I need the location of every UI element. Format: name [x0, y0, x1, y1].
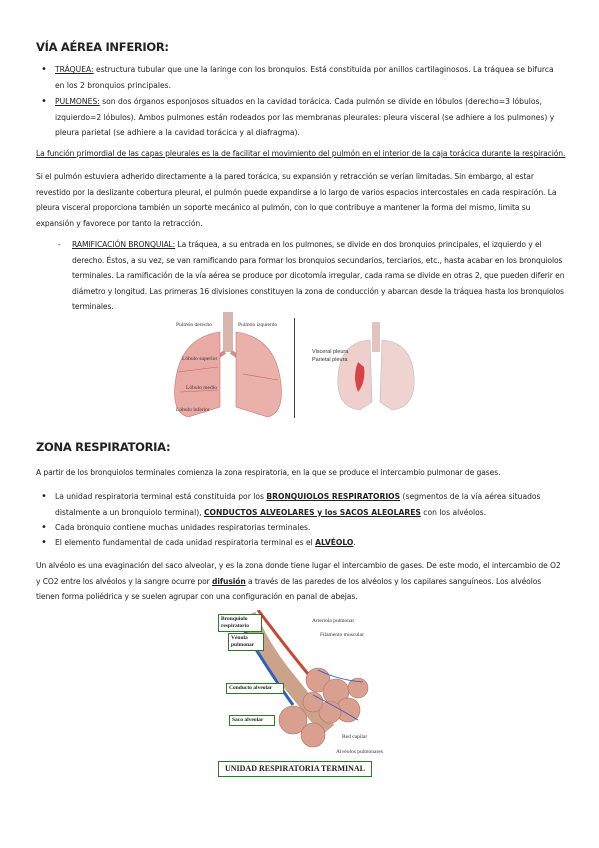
label-saco-alveolar: Saco alveolar	[229, 715, 275, 726]
label-filamento: Filamento muscular	[320, 632, 364, 638]
label-lobe-superior: Lóbulo superior	[182, 356, 218, 362]
unidad-text-c: con los alvéolos.	[420, 507, 487, 517]
label-red-capilar: Red capilar	[342, 734, 368, 740]
alveolo-para-b: a través de las paredes de los alvéolos y los capilares sanguíneos. Los alvéolos tienen forma poliédrica y se suelen agrupar con una configuración en panal de abejas.	[36, 576, 542, 601]
left-lung-shape	[236, 332, 282, 417]
alveolo-para-a: Un alvéolo es una evaginación del saco alveolar, y es la zona donde tiene lugar el intercambio de gases. De este modo, el intercambio de O2 y CO2 entre los alvéolos y la sangre ocurre por	[36, 561, 561, 586]
lungs-illustration	[168, 312, 288, 422]
term-ramificacion: RAMIFICACIÓN BRONQUIAL:	[72, 240, 176, 249]
figure-divider	[294, 318, 295, 418]
term-conductos: CONDUCTOS ALVEOLARES y los SACOS ALEOLARES	[203, 507, 421, 517]
list-item-bronquio	[55, 520, 565, 536]
list-item-pulmones	[55, 94, 565, 141]
term-alveolo: ALVÉOLO	[315, 538, 354, 547]
label-alveolos: Alvéolos pulmonares	[336, 749, 383, 755]
term-bronquiolos: BRONQUIOLOS RESPIRATORIOS	[266, 492, 401, 501]
term-traquea: TRÁQUEA:	[55, 65, 94, 74]
text-ramificacion: La tráquea, a su entrada en los pulmones, se divide en dos bronquios principales, el izquierdo y el derecho. Éstos, a su vez, se van ramificando para formar los bronquios secundarios, terciarios, etc., hasta acabar en los bronquiolos terminales. La ramificación de la vía aérea se produce por dicotomía irregular, cada rama se divide en otras 2, que pueden diferir en diámetro y longitud. Las primeras 16 divisiones constituyen la zona de conducción y abarcan desde la tráquea hasta los bronquiolos terminales.	[72, 240, 565, 311]
trachea-shape	[223, 312, 233, 352]
text-pulmones: son dos órganos esponjosos situados en la cavidad torácica. Cada pulmón se divide en lóbulos (derecho=3 lóbulos, izquierdo=2 lóbulos). Ambos pulmones están rodeados por las membranas pleurales: pleura visceral (se adhiere a los pulmones) y pleura parietal (se adhiere a la cavidad torácica y al diafragma).	[55, 97, 555, 137]
unidad-text-b: (segmentos de la vía aérea situados distalmente a un bronquiolo terminal),	[55, 492, 541, 517]
list-item-unidad	[55, 489, 565, 520]
pleura-paragraph: Si el pulmón estuviera adherido directamente a la pared torácica, su expansión y retracción se verían limitadas. Sin embargo, al estar revestido por la deslizante cobertura pleural, el pulmón puede expandirse a lo largo de varios espacios intercostales en cada respiración. La pleura visceral proporciona también un soporte mecánico al pulmón, con lo que contribuye a mantener la forma del mismo, limita su expansión y favorece por tanto la retracción.	[36, 172, 557, 228]
section-title-via-aerea: VÍA AÉREA INFERIOR:	[36, 40, 169, 54]
list-item-traquea	[55, 62, 565, 93]
label-arteriola: Arteriola pulmonar	[312, 618, 355, 624]
label-lobe-medio: Lóbulo medio	[186, 385, 218, 391]
alveolo-text-a: El elemento fundamental de cada unidad respiratoria terminal es el	[55, 538, 316, 547]
dash-marker: -	[58, 240, 61, 249]
right-lung-shape	[175, 332, 221, 417]
alveolo-paragraph	[36, 558, 566, 605]
unidad-text-a: La unidad respiratoria terminal está constituida por los	[55, 492, 267, 501]
term-pulmones: PULMONES:	[55, 97, 100, 106]
label-lobe-inferior: Lóbulo inferior	[176, 407, 210, 413]
label-parietal-pleura: Parietal pleura	[312, 357, 348, 363]
bronquio-text: Cada bronquio contiene muchas unidades respiratorias terminales.	[55, 523, 311, 532]
text-traquea: estructura tubular que une la laringe con los bronquios. Está constituida por anillos cartilaginosos. La tráquea se bifurca en los 2 bronquios principales.	[55, 65, 554, 90]
pleura-note: La función primordial de las capas pleurales es la de facilitar el movimiento del pulmón en el interior de la caja torácica durante la respiración.	[36, 149, 566, 158]
label-left-lung: Pulmón izquierdo	[238, 322, 278, 328]
alveolo-text-c: .	[353, 538, 356, 547]
figure-caption: UNIDAD RESPIRATORIA TERMINAL	[218, 761, 372, 777]
ramificacion-item	[72, 237, 566, 315]
pleura-illustration	[300, 322, 418, 412]
label-bronquiolo-respiratorio: Bronquiolo respiratorio	[218, 614, 262, 632]
zona-intro: A partir de los bronquiolos terminales comienza la zona respiratoria, en la que se produce el intercambio pulmonar de gases.	[36, 468, 501, 477]
label-visceral-pleura: Visceral pleura	[312, 349, 349, 355]
list-item-alveolo	[55, 535, 565, 551]
label-right-lung: Pulmón derecho	[176, 322, 212, 328]
term-difusion: difusión	[212, 576, 246, 586]
label-conducto-alveolar: Conducto alveolar	[226, 683, 284, 694]
label-venula: Vénula pulmonar	[228, 633, 264, 651]
section-title-zona-respiratoria: ZONA RESPIRATORIA:	[36, 440, 171, 454]
